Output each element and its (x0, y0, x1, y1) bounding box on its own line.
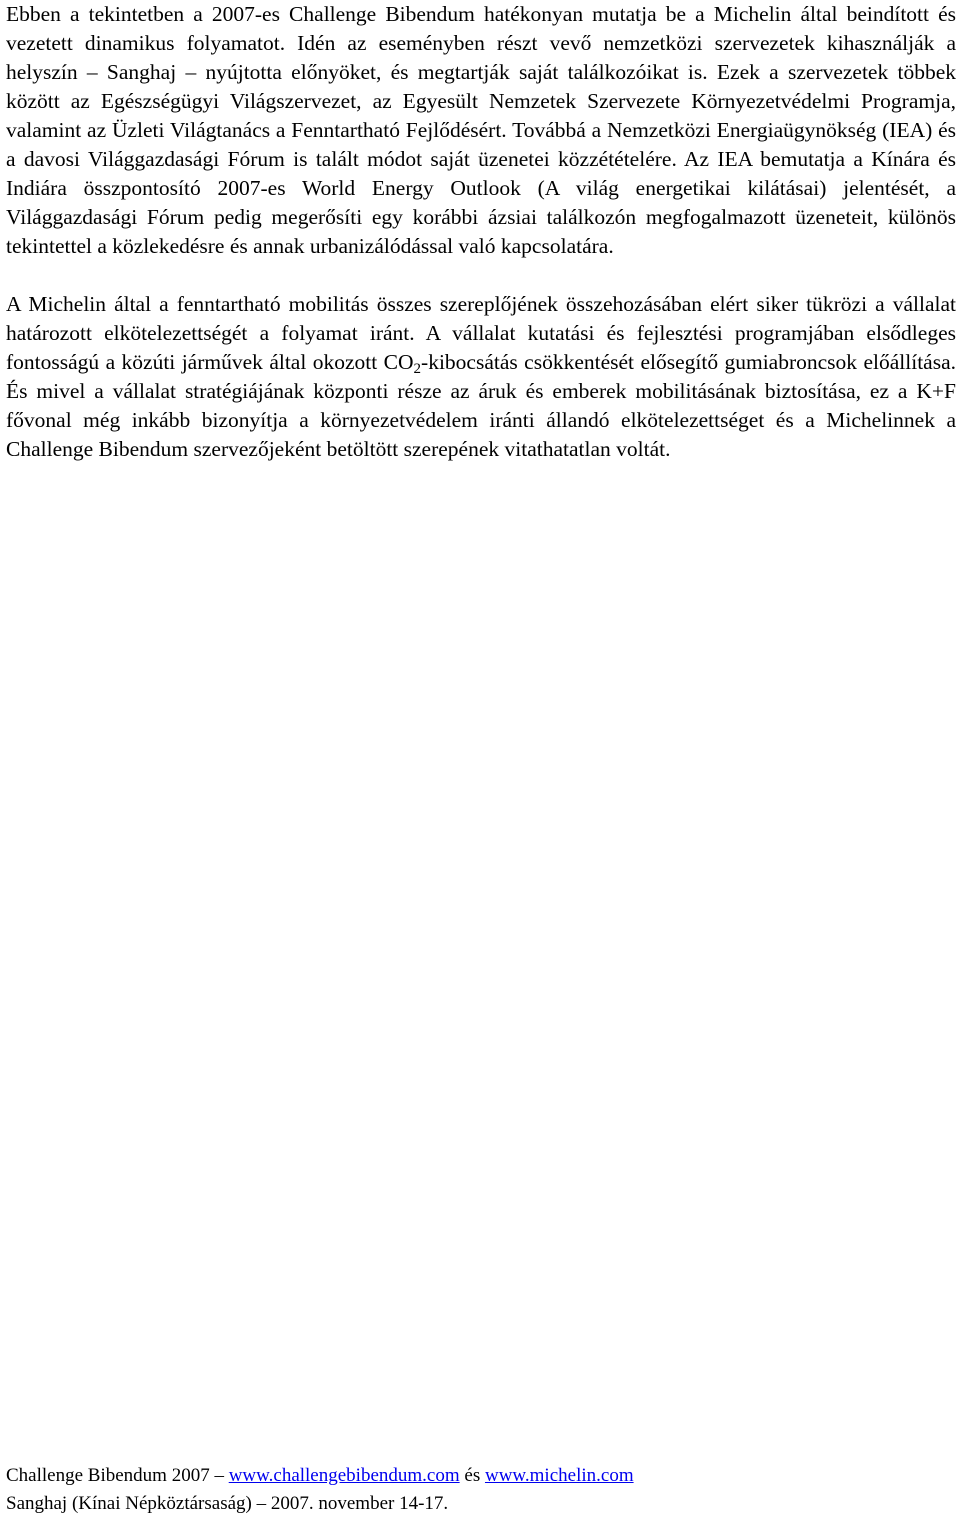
paragraph-2-text-b: -kibocsátás csökkentését elősegítő gumiabroncsok előállítása. És mivel a vállalat stratégiájának központi része az áruk és emberek mobilitásának biztosítása, ez a K+F fővonal még inkább bizonyítja a környezetvédelem iránti állandó elkötelezettséget és a Michelinnek a Challenge Bibendum szervezőjeként betöltött szerepének vitathatatlan voltát. (6, 350, 956, 461)
paragraph-1-text: Ebben a tekintetben a 2007-es Challenge Bibendum hatékonyan mutatja be a Michelin által beindított és vezetett dinamikus folyamatot. Idén az eseményben részt vevő nemzetközi szervezetek kihasználják a helyszín – Sanghaj – nyújtotta előnyöket, és megtartják saját találkozóikat is. Ezek a szervezetek többek között az Egészségügyi Világszervezet, az Egyesült Nemzetek Szervezete Környezetvédelmi Programja, valamint az Üzleti Világtanács a Fenntartható Fejlődésért. Továbbá a Nemzetközi Energiaügynökség (IEA) és a davosi Világgazdasági Fórum is talált módot saját üzenetei közzétételére. Az IEA bemutatja a Kínára és Indiára összpontosító 2007-es World Energy Outlook (A világ energetikai kilátásai) jelentését, a Világgazdasági Fórum pedig megerősíti egy korábbi ázsiai találkozón megfogalmazott üzeneteit, különös tekintettel a közlekedésre és annak urbanizálódással való kapcsolatára. (6, 2, 956, 258)
footer-line-2: Sanghaj (Kínai Népköztársaság) – 2007. november 14-17. (6, 1493, 449, 1514)
footer-event-label: Challenge Bibendum 2007 – (6, 1465, 229, 1486)
co2-subscript: 2 (413, 361, 422, 377)
michelin-link[interactable]: www.michelin.com (484, 1465, 634, 1486)
paragraph-1 (6, 0, 956, 261)
paragraph-2-text-a: A Michelin által a fenntartható mobilitás összes szereplőjének összehozásában elért siker tükrözi a vállalat határozott elkötelezettségét a folyamat iránt. A vállalat kutatási és fejlesztési programjában elsődleges fontosságú a közúti járművek által okozott CO (6, 292, 956, 374)
document-body (6, 0, 956, 464)
page-footer (6, 1462, 956, 1518)
paragraph-2 (6, 290, 956, 464)
footer-conjunction: és (459, 1465, 485, 1486)
footer-line-1 (6, 1462, 956, 1490)
challengebibendum-link[interactable]: www.challengebibendum.com (228, 1465, 460, 1486)
